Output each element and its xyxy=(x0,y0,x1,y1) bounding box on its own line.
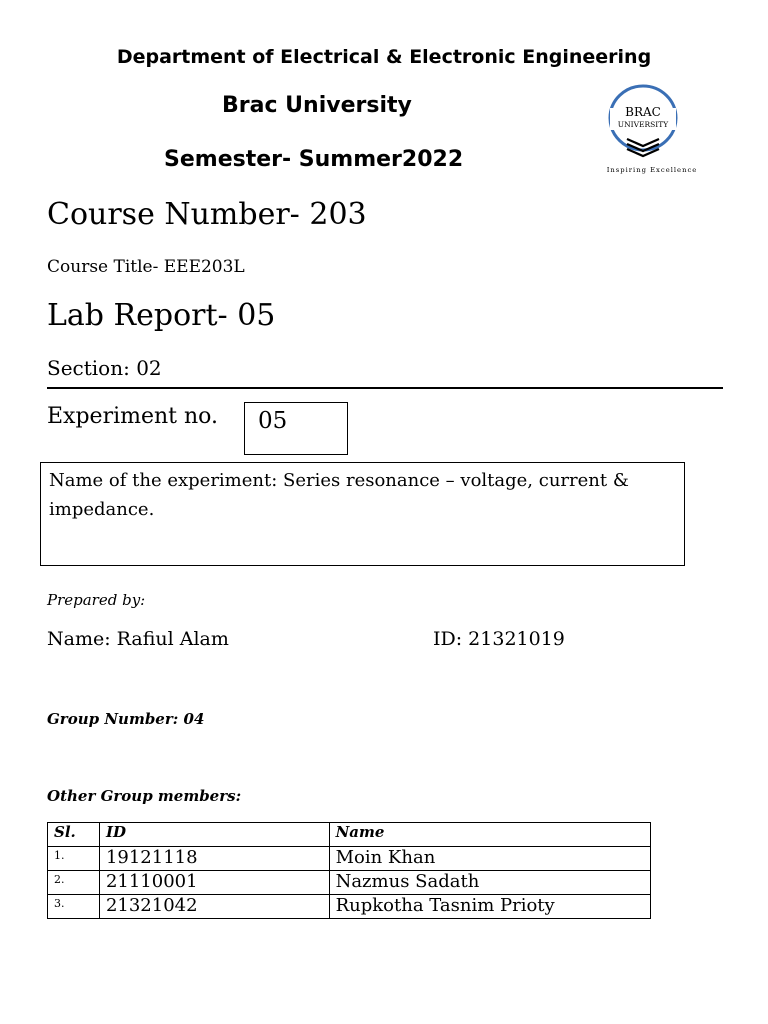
brac-university-logo xyxy=(598,80,706,176)
table-row xyxy=(48,847,651,871)
experiment-number: 05 xyxy=(258,408,288,434)
prepared-by-label: Prepared by: xyxy=(47,591,146,609)
student-id: ID: 21321019 xyxy=(433,628,565,650)
horizontal-divider xyxy=(47,387,723,389)
other-members-label: Other Group members: xyxy=(47,787,242,805)
table-header-row xyxy=(48,823,651,847)
group-number: Group Number: 04 xyxy=(47,710,205,728)
row-name: Moin Khan xyxy=(329,847,650,871)
row-serial: 1. xyxy=(48,847,100,871)
row-id: 21321042 xyxy=(99,895,329,919)
row-serial: 3. xyxy=(48,895,100,919)
student-name: Name: Rafiul Alam xyxy=(47,628,229,650)
department-title: Department of Electrical & Electronic Engineering xyxy=(116,46,652,68)
semester-label: Semester- Summer2022 xyxy=(164,147,464,172)
course-number: Course Number- 203 xyxy=(47,197,367,232)
open-book-logo-icon xyxy=(610,86,676,156)
table-row xyxy=(48,895,651,919)
lab-report-number: Lab Report- 05 xyxy=(47,298,276,333)
svg-text:BRAC: BRAC xyxy=(625,105,661,119)
group-members-table xyxy=(47,822,651,919)
svg-text:Inspiring Excellence: Inspiring Excellence xyxy=(606,166,698,174)
column-header-id: ID xyxy=(99,823,329,847)
row-name: Nazmus Sadath xyxy=(329,871,650,895)
section-label: Section: 02 xyxy=(47,356,162,380)
column-header-name: Name xyxy=(329,823,650,847)
row-id: 21110001 xyxy=(99,871,329,895)
course-title: Course Title- EEE203L xyxy=(47,257,245,277)
experiment-name-box xyxy=(40,462,685,566)
row-id: 19121118 xyxy=(99,847,329,871)
svg-text:UNIVERSITY: UNIVERSITY xyxy=(617,120,669,129)
row-serial: 2. xyxy=(48,871,100,895)
column-header-sl: Sl. xyxy=(48,823,100,847)
experiment-name: Name of the experiment: Series resonance – voltage, current & impedance. xyxy=(49,470,629,520)
university-name: Brac University xyxy=(222,93,412,118)
experiment-label: Experiment no. xyxy=(47,404,219,429)
row-name: Rupkotha Tasnim Prioty xyxy=(329,895,650,919)
table-row xyxy=(48,871,651,895)
